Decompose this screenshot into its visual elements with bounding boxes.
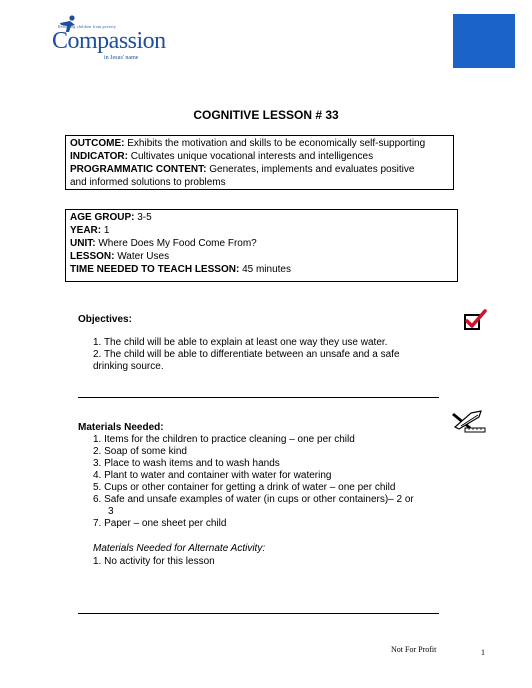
objective-item: 2. The child will be able to differentiate between an unsafe and a safe [93, 349, 400, 360]
objectives-title: Objectives: [78, 314, 132, 325]
alt-materials-title: Materials Needed for Alternate Activity: [93, 543, 266, 554]
material-item: 4. Plant to water and container with water for watering [93, 470, 332, 481]
alt-material-item: 1. No activity for this lesson [93, 556, 215, 567]
divider [78, 397, 439, 398]
material-item: 7. Paper – one sheet per child [93, 518, 227, 529]
program-label: PROGRAMMATIC CONTENT: [70, 164, 207, 175]
footer-not-for-profit: Not For Profit [391, 645, 437, 654]
page-title: COGNITIVE LESSON # 33 [193, 108, 339, 122]
outcome-row [70, 137, 449, 150]
lesson-value: Water Uses [117, 251, 170, 262]
time-label: TIME NEEDED TO TEACH LESSON: [70, 264, 240, 275]
program-row-continued: and informed solutions to problems [70, 177, 226, 188]
time-row [70, 263, 453, 276]
age-label: AGE GROUP: [70, 212, 135, 223]
materials-list [93, 434, 414, 530]
logo-wordmark: Compassion [52, 28, 166, 54]
material-item: 2. Soap of some kind [93, 446, 187, 457]
material-item: 3. Place to wash items and to wash hands [93, 458, 280, 469]
year-label: YEAR: [70, 225, 102, 236]
unit-value: Where Does My Food Come From? [98, 238, 257, 249]
outcome-label: OUTCOME: [70, 138, 125, 149]
objectives-list [93, 337, 400, 373]
unit-row [70, 237, 453, 250]
lesson-row [70, 250, 453, 263]
unit-label: UNIT: [70, 238, 96, 249]
objective-item: drinking source. [93, 361, 164, 372]
year-value: 1 [103, 225, 110, 236]
outcome-box [65, 135, 454, 190]
page-number: 1 [481, 648, 485, 657]
blue-decorative-block [453, 14, 515, 68]
lesson-info-box [65, 209, 458, 282]
indicator-label: INDICATOR: [70, 151, 128, 162]
material-item: 1. Items for the children to practice cleaning – one per child [93, 434, 355, 445]
logo-tagline: Releasing children from poverty [58, 24, 117, 29]
materials-title: Materials Needed: [78, 422, 164, 433]
divider [78, 613, 439, 614]
logo-subtext: in Jesus' name [104, 55, 139, 61]
age-row [70, 211, 453, 224]
material-item: 5. Cups or other container for getting a drink of water – one per child [93, 482, 396, 493]
time-value: 45 minutes [242, 264, 291, 275]
program-text: Generates, implements and evaluates positive [209, 164, 415, 175]
outcome-text: Exhibits the motivation and skills to be economically self-supporting [127, 138, 426, 149]
material-item: 6. Safe and unsafe examples of water (in cups or other containers)– 2 or [93, 494, 414, 505]
indicator-text: Cultivates unique vocational interests and intelligences [130, 151, 374, 162]
program-row [70, 163, 449, 176]
objective-item: 1. The child will be able to explain at least one way they use water. [93, 337, 388, 348]
year-row [70, 224, 453, 237]
alt-materials-list [93, 556, 215, 568]
pencil-ruler-icon [451, 409, 487, 433]
checkbox-check-icon [463, 309, 489, 331]
material-item: 3 [108, 506, 114, 517]
lesson-label: LESSON: [70, 251, 115, 262]
indicator-row [70, 150, 449, 163]
age-value: 3-5 [137, 212, 152, 223]
